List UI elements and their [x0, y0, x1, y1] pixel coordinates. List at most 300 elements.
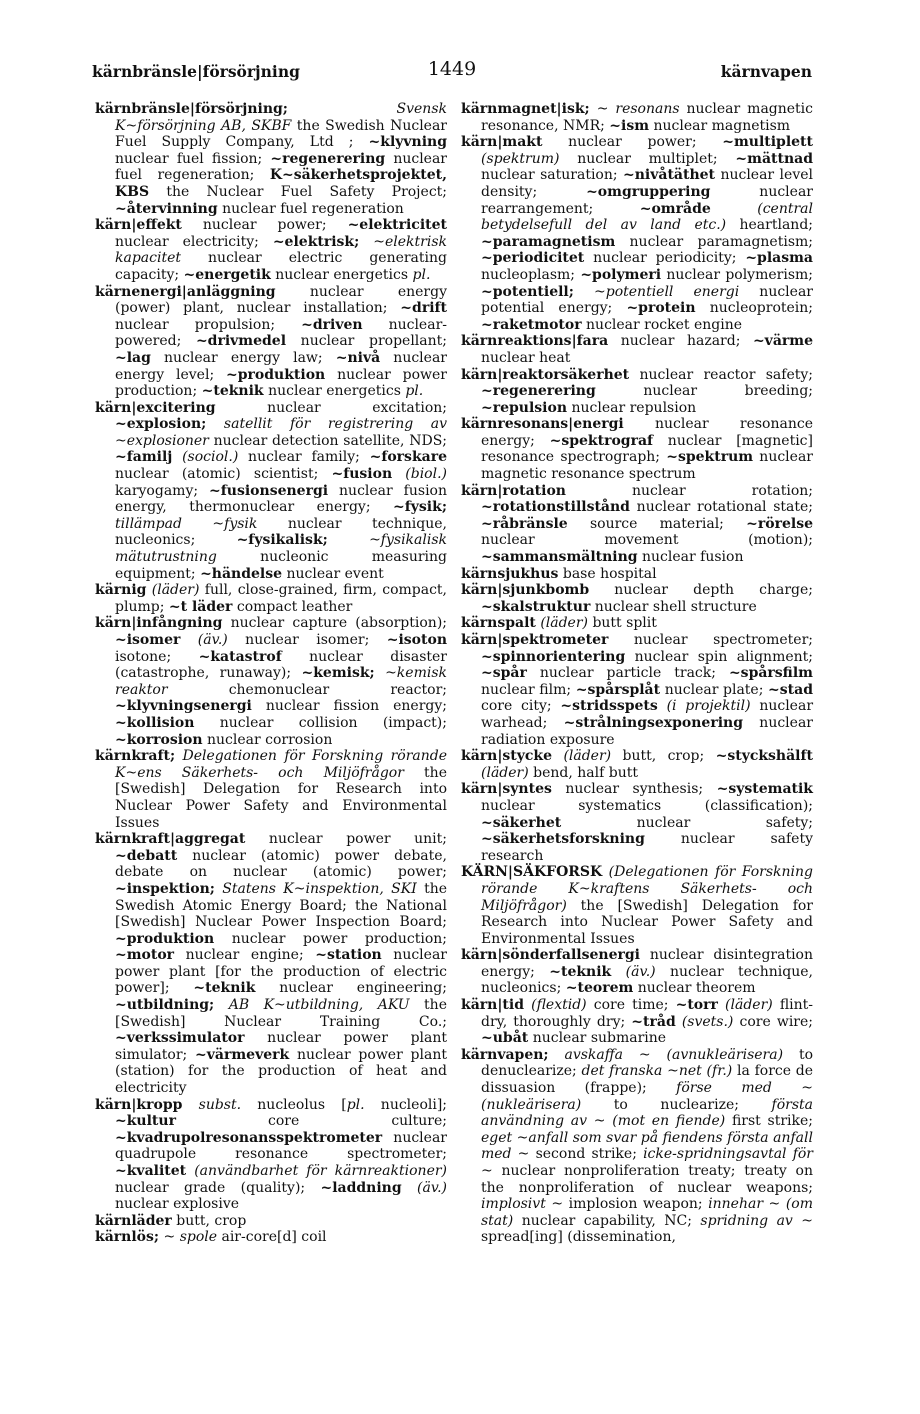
headword: kärn|infångning [95, 615, 223, 632]
definition-text: ~ [159, 1229, 180, 1246]
italic-phrase: (läder) [725, 997, 773, 1014]
headword: ~återvinning [115, 200, 218, 217]
headword: ~spektrum [666, 449, 754, 466]
definition-text: nuclear power plant [for the production of electric power]; [115, 947, 447, 997]
definition-text: nuclear engineering; [255, 980, 447, 997]
headword: ~kvalitet [115, 1163, 187, 1179]
definition-text: nuclear energy law; [150, 349, 336, 366]
definition-text: karyogamy; [115, 482, 210, 499]
headword: ~teknik [201, 383, 264, 400]
definition-text: nuclear rearrangement; [481, 183, 813, 217]
headword: ~repulsion [481, 399, 568, 416]
definition-text: nuclear systematics (classification); [481, 797, 813, 814]
definition-text: nuclear hazard; [608, 333, 753, 350]
italic-phrase: spridning av ~ [700, 1212, 814, 1229]
dictionary-entry [461, 333, 813, 366]
headword: ~spår [481, 665, 527, 682]
dictionary-entry [95, 1229, 447, 1246]
definition-text: compact leather [232, 598, 353, 615]
headword: ~spårsplåt [575, 681, 661, 698]
headword: ~kultur [115, 1113, 176, 1130]
headword: ~multiplett [722, 134, 813, 151]
dictionary-entry [95, 1097, 447, 1213]
definition-text: nuclear depth charge; [589, 582, 813, 599]
headword: ~debatt [115, 847, 178, 864]
definition-text: nuclear fuel fission; [115, 150, 271, 167]
italic-phrase: ~potentiell energi [594, 283, 740, 300]
definition-text [180, 632, 197, 648]
definition-text [214, 997, 228, 1013]
italic-phrase: Delegationen för Forskning rörande K~ens Säkerhets- och Miljöfrågor [115, 748, 447, 781]
headword: ~strålningsexponering [563, 714, 743, 731]
headword: kärnresonans|energi [461, 416, 624, 433]
dictionary-entry [95, 217, 447, 283]
headword: kärnkraft; [95, 748, 176, 765]
definition-text: the Swedish Atomic Energy Board; the National [Swedish] Nuclear Power Inspection Board; [115, 880, 447, 931]
headword: ~inspektion; [115, 880, 215, 897]
definition-text: nuclear fuel regeneration; [115, 150, 447, 184]
headword: ~laddning [320, 1179, 402, 1196]
italic-phrase: första användning av ~ (mot en fiende) [481, 1096, 813, 1130]
definition-text: nuclear (atomic) power debate, debate on nuclear (atomic) power; [115, 847, 447, 881]
definition-text [186, 1163, 194, 1179]
definition-text [658, 698, 667, 714]
definition-text: air-core[d] coil [217, 1229, 327, 1246]
italic-phrase: (läder) [540, 615, 588, 632]
dictionary-entry [461, 781, 813, 864]
definition-text [402, 1180, 417, 1196]
headword: ~skalstruktur [481, 598, 591, 615]
headword: kärn|rotation [461, 482, 566, 499]
headword: ~kollision [115, 714, 195, 731]
definition-text: core city; [481, 698, 561, 715]
guide-word-left: kärnbränsle|försörjning [92, 62, 300, 81]
italic-phrase: pl. [405, 383, 424, 400]
definition-text: nucleolus [ [241, 1096, 347, 1113]
definition-text [549, 1047, 565, 1063]
headword: ~fysik; [393, 499, 447, 516]
dictionary-entry [461, 632, 813, 748]
definition-text: nuclear propulsion; [115, 316, 302, 333]
definition-text: nuclear energy (power) plant, nuclear installation; [115, 283, 447, 317]
headword: kärn|stycke [461, 748, 553, 765]
italic-phrase: (i projektil) [666, 698, 751, 715]
definition-text: nuclear resonance energy; [481, 416, 813, 449]
italic-phrase: (användbarhet för kärnreaktioner) [194, 1163, 448, 1179]
dictionary-entry [95, 400, 447, 583]
definition-text: nuclear level density; [481, 167, 813, 200]
headword: kärnlös; [95, 1229, 160, 1246]
definition-text: nuclear electric generating capacity; [115, 250, 447, 283]
definition-text: nuclear repulsion [567, 399, 697, 416]
headword: kärn|effekt [95, 217, 182, 234]
headword: ~omgruppering [586, 183, 711, 200]
definition-text: spread[ing] (dissemination, [481, 1229, 676, 1246]
dictionary-entry [95, 831, 447, 1097]
italic-phrase: (läder) [481, 764, 529, 781]
headword: ~styckshälft [715, 748, 813, 765]
definition-text: nuclear corrosion [202, 731, 333, 748]
headword: ~regenerering [481, 383, 596, 400]
definition-text: nuclear rocket engine [581, 316, 743, 333]
definition-text: source material; [567, 515, 747, 532]
headword: ~polymeri [580, 266, 662, 283]
definition-text: nuclear [magnetic] resonance spectrograph; [481, 432, 813, 466]
italic-phrase: resonans [615, 101, 680, 117]
definition-text: to nuclearize; [581, 1096, 772, 1113]
definition-text: nuclear power unit; [245, 831, 447, 848]
headword: kärnspalt [461, 615, 536, 632]
headword: kärnig [95, 582, 147, 599]
right-column [461, 101, 813, 1246]
dictionary-entry [461, 864, 813, 947]
headword: ~rotationstillstånd [481, 499, 630, 516]
headword: ~sammansmältning [481, 549, 638, 566]
headword: kärnbränsle|försörjning; [95, 101, 288, 117]
definition-text: nuclear detection satellite, NDS; [208, 432, 447, 449]
headword: K~säkerhetsprojektet, KBS [115, 167, 447, 200]
left-column [95, 101, 447, 1246]
headword: ~plasma [745, 250, 813, 267]
italic-phrase: (sociol.) [182, 449, 239, 466]
dictionary-entry [95, 615, 447, 748]
definition-text: nuclear radiation exposure [481, 714, 813, 748]
headword: ~rörelse [746, 515, 813, 532]
definition-text [375, 665, 385, 681]
definition-text: nuclear shell structure [590, 598, 757, 615]
definition-text: nuclear potential energy; [481, 283, 813, 317]
headword: ~spinnorientering [481, 648, 626, 665]
headword: ~torr [675, 997, 718, 1014]
definition-text: ~ [589, 101, 616, 117]
definition-text: nuclear film; [481, 681, 576, 698]
definition-text: nuclear submarine [528, 1030, 667, 1047]
definition-text: nuclear polymerism; [661, 266, 814, 283]
definition-text: to denuclearize; [481, 1046, 814, 1080]
definition-text: core culture; [175, 1113, 447, 1130]
headword: ~forskare [369, 449, 447, 466]
italic-phrase: ~kemisk reaktor [115, 665, 447, 698]
guide-word-right: kärnvapen [720, 62, 812, 81]
headword: kärnreaktions|fara [461, 333, 609, 350]
definition-text: nuclear energetics [263, 383, 406, 400]
definition-text: first strike; [725, 1113, 813, 1130]
definition-text: flint-dry, thoroughly dry; [481, 997, 814, 1030]
definition-text: nuclear synthesis; [551, 781, 717, 798]
definition-text: nuclear spectrometer; [608, 632, 813, 648]
definition-text: the Swedish Nuclear Fuel Supply Company, Ltd ; [115, 117, 447, 151]
headword: ~raketmotor [481, 316, 582, 333]
dictionary-entry [461, 1047, 813, 1246]
definition-text: butt split [588, 615, 657, 632]
definition-text: nucleoli]; [364, 1096, 448, 1113]
headword: KÄRN|SÄKFORSK [461, 864, 603, 881]
definition-text: nuclear rotation; [565, 482, 813, 499]
italic-phrase: eget ~anfall som svar på fiendens första anfall med ~ [481, 1129, 813, 1163]
italic-phrase: förse med ~ (nukleärisera) [481, 1080, 813, 1113]
headword: ~isoton [386, 632, 448, 648]
dictionary-entry [461, 101, 813, 134]
dictionary-entry [461, 416, 813, 482]
definition-text: nuclear particle track; [526, 665, 729, 682]
italic-phrase: avskaffa ~ (avnukleärisera) [564, 1046, 784, 1063]
headword: ~värme [752, 333, 813, 350]
headword: ~protein [626, 300, 696, 317]
definition-text: implosion weapon; [563, 1196, 709, 1213]
dictionary-entry [461, 582, 813, 615]
definition-text [328, 532, 369, 548]
definition-text: nuclear disintegration energy; [481, 947, 813, 980]
headword: ~kemisk; [301, 665, 375, 682]
definition-text: nuclear magnetism [649, 117, 791, 134]
headword: ~driven [301, 316, 363, 333]
definition-text: the Nuclear Fuel Safety Project; [149, 183, 447, 200]
definition-text: nuclear capture (absorption); [222, 615, 447, 632]
headword: ~katastrof [198, 648, 282, 665]
definition-text [711, 201, 757, 217]
definition-text: nuclear theorem [633, 980, 756, 997]
headword: ~mättnad [735, 150, 813, 167]
definition-text: nuclear technique, nucleonics; [115, 515, 447, 549]
definition-text: nucleoplasm; [481, 266, 581, 283]
definition-text: nuclear-powered; [115, 316, 447, 350]
headword: ~fysikalisk; [236, 532, 328, 549]
definition-text [182, 1097, 198, 1113]
definition-text: nuclear safety research [481, 831, 813, 864]
headword: ~elektrisk; [272, 233, 360, 250]
headword: ~motor [115, 947, 175, 964]
definition-text: nuclear breeding; [595, 383, 813, 400]
definition-text: nucleonic measuring equipment; [115, 549, 447, 582]
definition-text: nuclear power production; [115, 366, 447, 400]
definition-text: nuclear isomer; [227, 632, 387, 648]
page-header [92, 58, 812, 88]
headword: kärn|sönderfallsenergi [461, 947, 640, 964]
definition-text: bend, half butt [528, 764, 638, 781]
definition-text: nuclear event [282, 565, 384, 582]
headword: ~klyvning [368, 134, 447, 151]
definition-text: isotone; [115, 648, 199, 665]
definition-text: nuclear nonproliferation treaty; treaty on the nonproliferation of nuclear weapons; [481, 1163, 813, 1196]
dictionary-entry [461, 615, 813, 632]
headword: kärn|reaktorsäkerhet [461, 366, 630, 383]
dictionary-entry [461, 997, 813, 1047]
italic-phrase: (svets.) [681, 1013, 734, 1030]
headword: ~korrosion [115, 731, 203, 748]
definition-text: nuclear family; [238, 449, 370, 466]
definition-text: nuclear paramagnetism; [615, 233, 813, 250]
headword: kärn|spektrometer [461, 632, 609, 648]
italic-phrase: implosivt ~ [481, 1196, 564, 1213]
headword: ~produktion [226, 366, 326, 383]
definition-text [206, 416, 224, 432]
definition-text: nucleoprotein; [695, 300, 813, 317]
definition-text [392, 466, 405, 482]
definition-text: nuclear disaster (catastrophe, runaway); [115, 648, 447, 682]
headword: ~spektrograf [549, 432, 654, 449]
italic-phrase: (Delegationen för Forskning rörande K~kraftens Säkerhets- och Miljöfrågor) [481, 864, 813, 914]
definition-text: nuclear energetics [270, 266, 413, 283]
definition-text [359, 234, 373, 250]
definition-text: nuclear plate; [660, 681, 769, 698]
definition-text: butt, crop; [611, 748, 716, 765]
italic-phrase: (spektrum) [481, 150, 560, 167]
headword: kärnenergi|anläggning [95, 283, 276, 300]
dictionary-entry [95, 748, 447, 831]
headword: kärnläder [95, 1212, 172, 1229]
headword: kärnkraft|aggregat [95, 831, 246, 848]
definition-text [718, 997, 725, 1013]
headword: kärn|tid [461, 997, 524, 1014]
definition-text: base hospital [558, 565, 657, 582]
headword: ~systematik [716, 781, 813, 798]
dictionary-entry [461, 134, 813, 333]
dictionary-entry [461, 947, 813, 997]
headword: ~händelse [200, 565, 283, 582]
definition-text [611, 964, 625, 980]
headword: ~paramagnetism [481, 233, 616, 250]
headword: ~produktion [115, 930, 215, 947]
headword: ~säkerhetsforskning [481, 831, 645, 848]
dictionary-entry [461, 566, 813, 583]
italic-phrase: Svensk K~försörjning AB, SKBF [115, 101, 447, 134]
definition-text: nuclear power plant simulator; [115, 1030, 447, 1063]
headword: kärn|kropp [95, 1096, 183, 1113]
definition-text: nuclear fusion energy, thermonuclear energy; [115, 482, 447, 516]
headword: ~t läder [168, 598, 233, 615]
italic-phrase: pl. [412, 266, 431, 283]
definition-text: nuclear power plant (station) for the production of heat and electricity [115, 1046, 447, 1097]
dictionary-entry [461, 367, 813, 417]
headword: ~råbränsle [481, 515, 568, 532]
headword: ~stridsspets [560, 698, 658, 715]
definition-text: nuclear power; [542, 134, 723, 151]
headword: ~utbildning; [115, 997, 215, 1014]
italic-phrase: spole [179, 1229, 218, 1246]
headword: ~teorem [565, 980, 634, 997]
definition-text [574, 284, 594, 300]
definition-text: nuclear saturation; [481, 167, 624, 184]
italic-phrase: (biol.) [405, 466, 448, 483]
definition-text: nuclear collision (impact); [194, 714, 447, 731]
definition-text: nuclear fusion [637, 549, 744, 566]
definition-text: butt, crop [171, 1212, 247, 1229]
definition-text: the [Swedish] Delegation for Research into Nuclear Power Safety and Environmental Issues [481, 897, 813, 947]
headword: kärn|excitering [95, 399, 216, 416]
definition-text: nuclear safety; [561, 814, 813, 831]
definition-text: nuclear fuel regeneration [217, 200, 404, 217]
definition-text: the [Swedish] Delegation for Research into Nuclear Power Safety and Environmental Issues [115, 764, 447, 831]
definition-text: nuclear heat [481, 349, 571, 366]
definition-text: core time; [586, 997, 676, 1014]
italic-phrase: (flextid) [531, 997, 587, 1014]
headword: kärn|syntes [461, 781, 552, 798]
headword: kärn|makt [461, 134, 543, 151]
definition-text: nuclear power production; [214, 930, 447, 947]
definition-text: nuclear reactor safety; [629, 366, 813, 383]
headword: kärnmagnet|isk; [461, 101, 590, 117]
headword: ~drivmedel [195, 333, 287, 350]
headword: ~isomer [115, 632, 181, 648]
definition-text: nuclear periodicity; [584, 250, 746, 267]
definition-text: nuclear (atomic) scientist; [115, 466, 332, 483]
definition-text [552, 748, 563, 764]
italic-phrase: AB K~utbildning, AKU [228, 997, 410, 1014]
dictionary-entry [95, 1213, 447, 1230]
headword: kärn|sjunkbomb [461, 582, 590, 599]
headword: ~teknik [549, 963, 612, 980]
headword: ~lag [115, 349, 151, 366]
headword: ~periodicitet [481, 250, 585, 267]
headword: ~nivå [335, 349, 381, 366]
definition-text: nuclear magnetic resonance spectrum [481, 449, 813, 483]
headword: ~tråd [631, 1013, 676, 1030]
headword: ~verkssimulator [115, 1030, 245, 1047]
italic-phrase: ~fysikalisk mätutrustning [115, 532, 447, 566]
definition-text: the [Swedish] Nuclear Training Co.; [115, 997, 447, 1030]
headword: ~teknik [193, 980, 256, 997]
italic-phrase: icke-spridningsavtal för ~ [481, 1146, 813, 1179]
dictionary-entry [95, 582, 447, 615]
dictionary-entry [461, 483, 813, 566]
definition-text: nuclear capability, NC; [513, 1212, 701, 1229]
headword: ~område [639, 200, 711, 217]
headword: ~fusion [331, 466, 393, 483]
definition-text: nuclear electricity; [115, 233, 273, 250]
definition-text: nuclear magnetic resonance, NMR; [481, 101, 813, 134]
definition-text: nuclear excitation; [215, 399, 447, 416]
headword: ~värmeverk [195, 1046, 290, 1063]
definition-text: la force de dissuasion (frappe); [481, 1063, 814, 1097]
headword: ~kvadrupolresonansspektrometer [115, 1129, 383, 1146]
italic-phrase: innehar ~ (om stat) [481, 1196, 813, 1229]
definition-text: nuclear rotational state; [629, 499, 813, 516]
dictionary-entry [95, 284, 447, 400]
definition-text [175, 748, 182, 764]
headword: ~ism [609, 117, 650, 134]
headword: ~stad [768, 681, 813, 698]
page-number: 1449 [427, 58, 477, 80]
italic-phrase: tillämpad ~fysik [115, 515, 258, 532]
dictionary-entry [461, 748, 813, 781]
italic-phrase: (central betydelsefull del av land etc.) [481, 200, 813, 234]
headword: ~explosion; [115, 416, 207, 433]
definition-text: nuclear quadrupole resonance spectrometer; [115, 1129, 447, 1163]
definition-text: nuclear movement (motion); [481, 532, 813, 549]
definition-text: nuclear power; [181, 217, 348, 234]
headword: ~klyvningsenergi [115, 698, 252, 715]
headword: ~potentiell; [481, 283, 574, 300]
italic-phrase: det franska ~net (fr.) [581, 1063, 733, 1080]
headword: ~ubåt [481, 1030, 529, 1047]
headword: ~energetik [183, 266, 271, 283]
definition-text: nuclear fission energy; [251, 698, 447, 715]
definition-text: full, close-grained, firm, compact, plump; [115, 582, 447, 615]
headword: kärnvapen; [461, 1046, 549, 1063]
headword: ~spårsfilm [728, 665, 813, 682]
italic-phrase: (läder) [563, 748, 612, 765]
italic-phrase: satellit för registrering av ~explosioner [115, 416, 448, 449]
definition-text: nuclear multiplet; [559, 150, 736, 167]
italic-phrase: (läder) [151, 582, 200, 599]
definition-text: nuclear engine; [174, 947, 316, 964]
definition-text: chemonuclear reactor; [167, 681, 447, 698]
definition-text [172, 449, 182, 465]
italic-phrase: ~elektrisk kapacitet [115, 233, 447, 267]
italic-phrase: pl. [346, 1096, 365, 1113]
italic-phrase: (äv.) [625, 963, 656, 980]
definition-text: nuclear grade (quality); [115, 1179, 321, 1196]
